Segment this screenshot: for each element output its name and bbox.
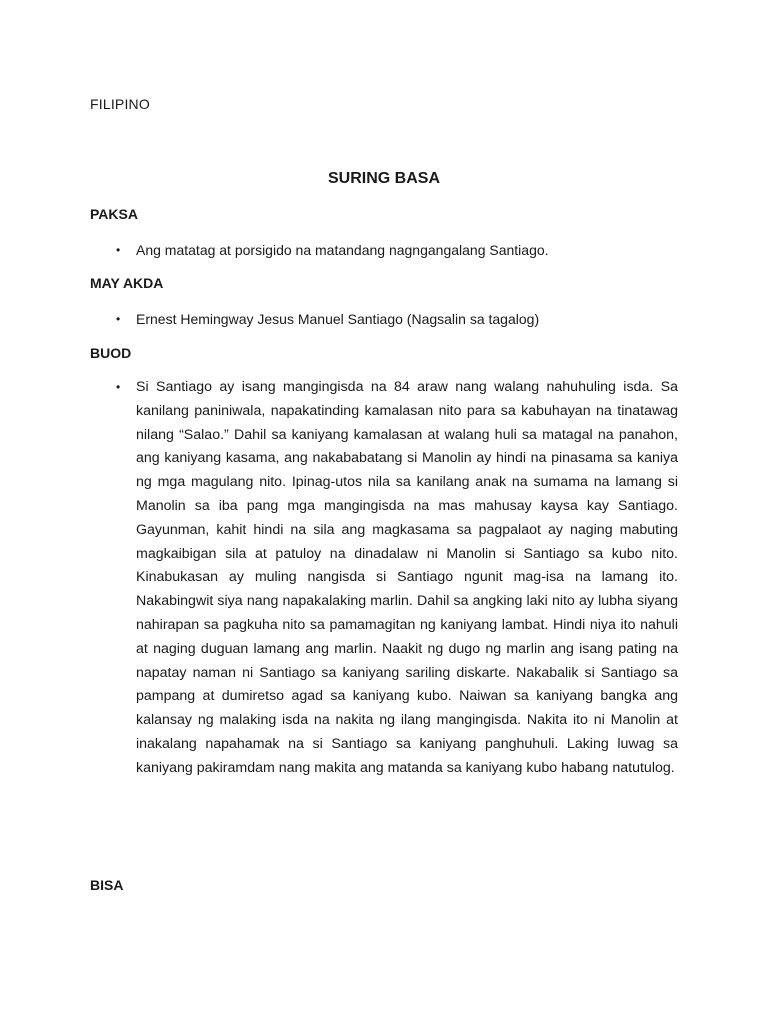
- heading-bisa: BISA: [90, 877, 124, 893]
- subject-label: FILIPINO: [90, 96, 150, 112]
- bullet-dot-icon: •: [116, 380, 121, 394]
- bullet-dot-icon: •: [116, 243, 121, 257]
- bullet-dot-icon: •: [116, 312, 121, 326]
- buod-paragraph: Si Santiago ay isang mangingisda na 84 araw nang walang nahuhuling isda. Sa kanilang paniniwala, napakatinding kamalasan nito para sa kabuhayan na tinatawag nilang “Salao.” Dahil sa kaniyang kamalasan at walang huli sa matagal na panahon, ang kaniyang kasama, ang nakababatang si Manolin ay hindi na pinasama sa kaniya ng mga magulang nito. Ipinag-utos nila sa kanilang anak na sumama na lamang si Manolin sa iba pang mga mangingisda na mas mahusay kaysa kay Santiago. Gayunman, kahit hindi na sila ang magkasama sa pagpalaot ay naging mabuting magkaibigan sila at patuloy na dinadalaw ni Manolin si Santiago sa kubo nito. Kinabukasan ay muling nangisda si Santiago ngunit mag-isa na lamang ito. Nakabingwit siya nang napakalaking marlin. Dahil sa angking laki nito ay lubha siyang nahirapan sa pagkuha nito sa pamamagitan ng kaniyang lambat. Hindi niya ito nahuli at naging duguan lamang ang marlin. Naakit ng dugo ng marlin ang isang pating na napatay naman ni Santiago sa kaniyang sariling diskarte. Nakabalik si Santiago sa pampang at dumiretso agad sa kaniyang kubo. Naiwan sa kaniyang bangka ang kalansay ng malaking isda na nakita ng ilang mangingisda. Nakita ito ni Manolin at inakalang napahamak na si Santiago sa kaniyang panghuhuli. Laking luwag sa kaniyang pakiramdam nang makita ang matanda sa kaniyang kubo habang natutulog.: [136, 379, 678, 776]
- heading-paksa: PAKSA: [90, 206, 138, 222]
- bullet-paksa-text: Ang matatag at porsigido na matandang nagngangalang Santiago.: [136, 242, 549, 258]
- bullet-may-akda-text: Ernest Hemingway Jesus Manuel Santiago (Nagsalin sa tagalog): [136, 311, 540, 327]
- heading-buod: BUOD: [90, 345, 132, 361]
- heading-may-akda: MAY AKDA: [90, 275, 164, 291]
- document-title: SURING BASA: [327, 170, 440, 187]
